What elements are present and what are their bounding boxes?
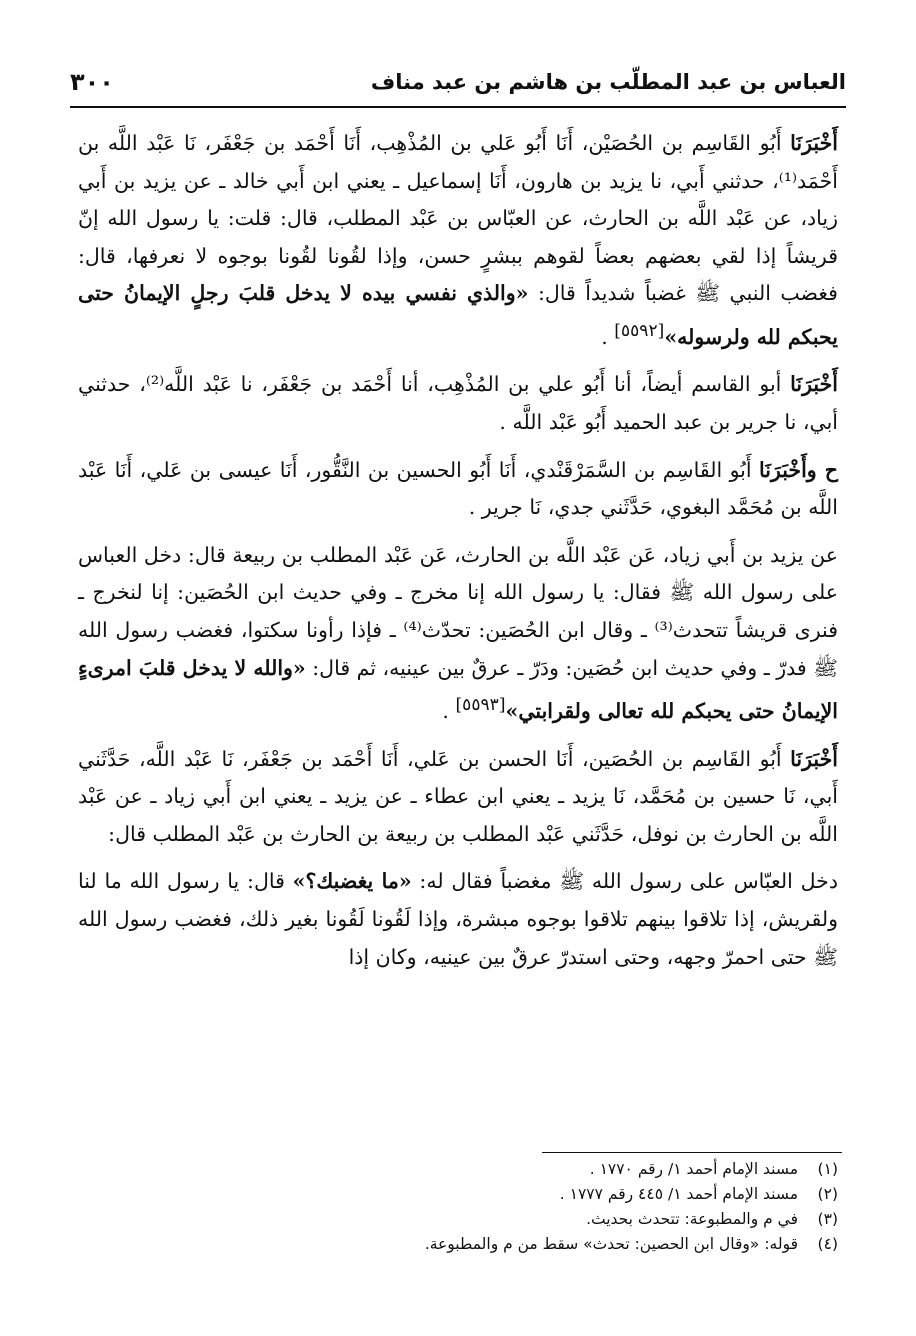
footnote-2 <box>78 1182 838 1207</box>
paragraph-1 <box>78 125 838 356</box>
hadith-quote: «والذي نفسي بيده لا يدخل قلبَ رجلٍ الإيمانُ حتى يحبكم لله ولرسوله» <box>78 281 838 349</box>
hadith-ref: [٥٥٩٢] <box>614 320 665 341</box>
paragraph-tail: قال: يا رسول الله ما لنا ولقريش، إذا تلاقوا بينهم تلاقوا بوجوه مبشرة، وإذا لَقُونا لَقُونا بغير ذلك، فغضب رسول الله ﷺ حتى احمرّ وجهه، وحتى استدرّ عرقٌ بين عينيه، وكان إذا <box>78 869 838 969</box>
footnote-number: (٤) <box>817 1235 838 1253</box>
hadith-quote: «والله لا يدخل قلبَ امرىءٍ الإيمانُ حتى يحبكم لله تعالى ولقرابتي» <box>78 655 838 723</box>
paragraph-end: . <box>442 698 456 723</box>
paragraph-text: أَبُو القَاسِم بن السَّمَرْقَنْدي، أَنَا أَبُو الحسين بن النَّقُّور، أَنَا عيسى بن عَلي، أَنَا عَبْد اللَّه بن مُحَمَّد البغوي، حَدَّثَني جدي، نَا جرير . <box>78 457 838 520</box>
paragraph-5 <box>78 741 838 854</box>
running-header <box>70 62 846 108</box>
paragraph-2 <box>78 366 838 441</box>
paragraph-text: أبو القاسم أيضاً، أنا أَبُو علي بن المُذْهِب، أنا أَحْمَد بن جَعْفَر، نا عَبْد اللَّه⁽²⁾، حدثني أبي، نا جرير بن عبد الحميد أَبُو عَبْد اللَّه . <box>78 372 838 434</box>
main-text <box>78 125 838 986</box>
paragraph-6 <box>78 863 838 976</box>
paragraph-text: أَبُو القَاسِم بن الحُصَين، أَنَا الحسن بن عَلي، أَنَا أَحْمَد بن جَعْفَر، نَا عَبْد اللَّه، حَدَّثَني أَبي، نَا حسين بن مُحَمَّد، نَا يزيد ـ يعني ابن عطاء ـ عن يزيد ـ يعني ابن أَبي زياد ـ عن عَبْد اللَّه بن الحارث بن نوفل، حَدَّثَني عَبْد المطلب بن ربيعة بن الحارث بن عَبْد المطلب قال: <box>78 746 838 846</box>
footnote-text: مسند الإمام أحمد ١/ ٤٤٥ رقم ١٧٧٧ . <box>559 1185 798 1203</box>
footnote-text: قوله: «وقال ابن الحصين: تحدث» سقط من م والمطبوعة. <box>424 1235 798 1253</box>
paragraph-text: دخل العبّاس على رسول الله ﷺ مغضباً فقال له: <box>411 869 838 894</box>
footnote-text: في م والمطبوعة: تتحدث بحديث. <box>586 1210 798 1228</box>
hadith-ref: [٥٥٩٣] <box>455 695 506 716</box>
paragraph-4 <box>78 537 838 731</box>
footnote-4 <box>78 1232 838 1257</box>
isnad-lead: أَخْبَرَنَا <box>790 372 838 397</box>
header-title: العباس بن عبد المطلّب بن هاشم بن عبد مناف <box>370 70 846 94</box>
paragraph-3 <box>78 452 838 527</box>
footnote-1 <box>78 1157 838 1182</box>
footnote-divider <box>542 1152 842 1153</box>
paragraph-text: أَبُو القَاسِم بن الحُصَيْن، أَنَا أَبُو عَلي بن المُذْهِب، أَنَا أَحْمَد بن جَعْفَر، نَا عَبْد اللَّه بن أَحْمَد⁽¹⁾، حدثني أَبي، نا يزيد بن هارون، أَنَا إسماعيل ـ يعني ابن أَبي خالد ـ عن يزيد بن أَبي زياد، عن عَبْد اللَّه بن الحارث، عن العبّاس بن عَبْد المطلب، قال: قلت: يا رسول الله إنّ قريشاً إذا لقي بعضهم بعضاً لقوهم ببشرٍ حسن، وإذا لقُونا لقُونا بوجوه لا نعرفها، قال: فغضب النبي ﷺ غضباً شديداً قال: <box>78 131 838 306</box>
footnote-text: مسند الإمام أحمد ١/ رقم ١٧٧٠ . <box>589 1160 798 1178</box>
footnotes <box>78 1157 838 1257</box>
footnote-number: (١) <box>817 1160 838 1178</box>
isnad-lead: أَخْبَرَنَا <box>790 131 838 155</box>
hadith-quote: «ما يغضبك؟» <box>292 869 412 894</box>
isnad-lead: ح وأَخْبَرَنَا <box>758 457 838 482</box>
paragraph-end: . <box>601 324 615 349</box>
isnad-lead: أَخْبَرَنَا <box>790 746 838 771</box>
footnote-number: (٣) <box>817 1210 838 1228</box>
paragraph-text: عن يزيد بن أَبي زياد، عَن عَبْد اللَّه بن الحارث، عَن عَبْد المطلب بن ربيعة قال: دخل العباس على رسول الله ﷺ فقال: يا رسول الله إنا مخرج ـ وفي حديث ابن الحُصَين: إنا لنخرج ـ فنرى قريشاً تتحدث⁽³⁾ ـ وقال ابن الحُصَين: تحدّث⁽⁴⁾ ـ فإذا رأونا سكتوا، فغضب رسول الله ﷺ فدرّ ـ وفي حديث ابن حُصَين: ودَرّ ـ عرقٌ بين عينيه، ثم قال: <box>78 542 838 680</box>
footnote-number: (٢) <box>817 1185 838 1203</box>
footnote-3 <box>78 1207 838 1232</box>
page-number: ٣٠٠ <box>70 68 114 96</box>
